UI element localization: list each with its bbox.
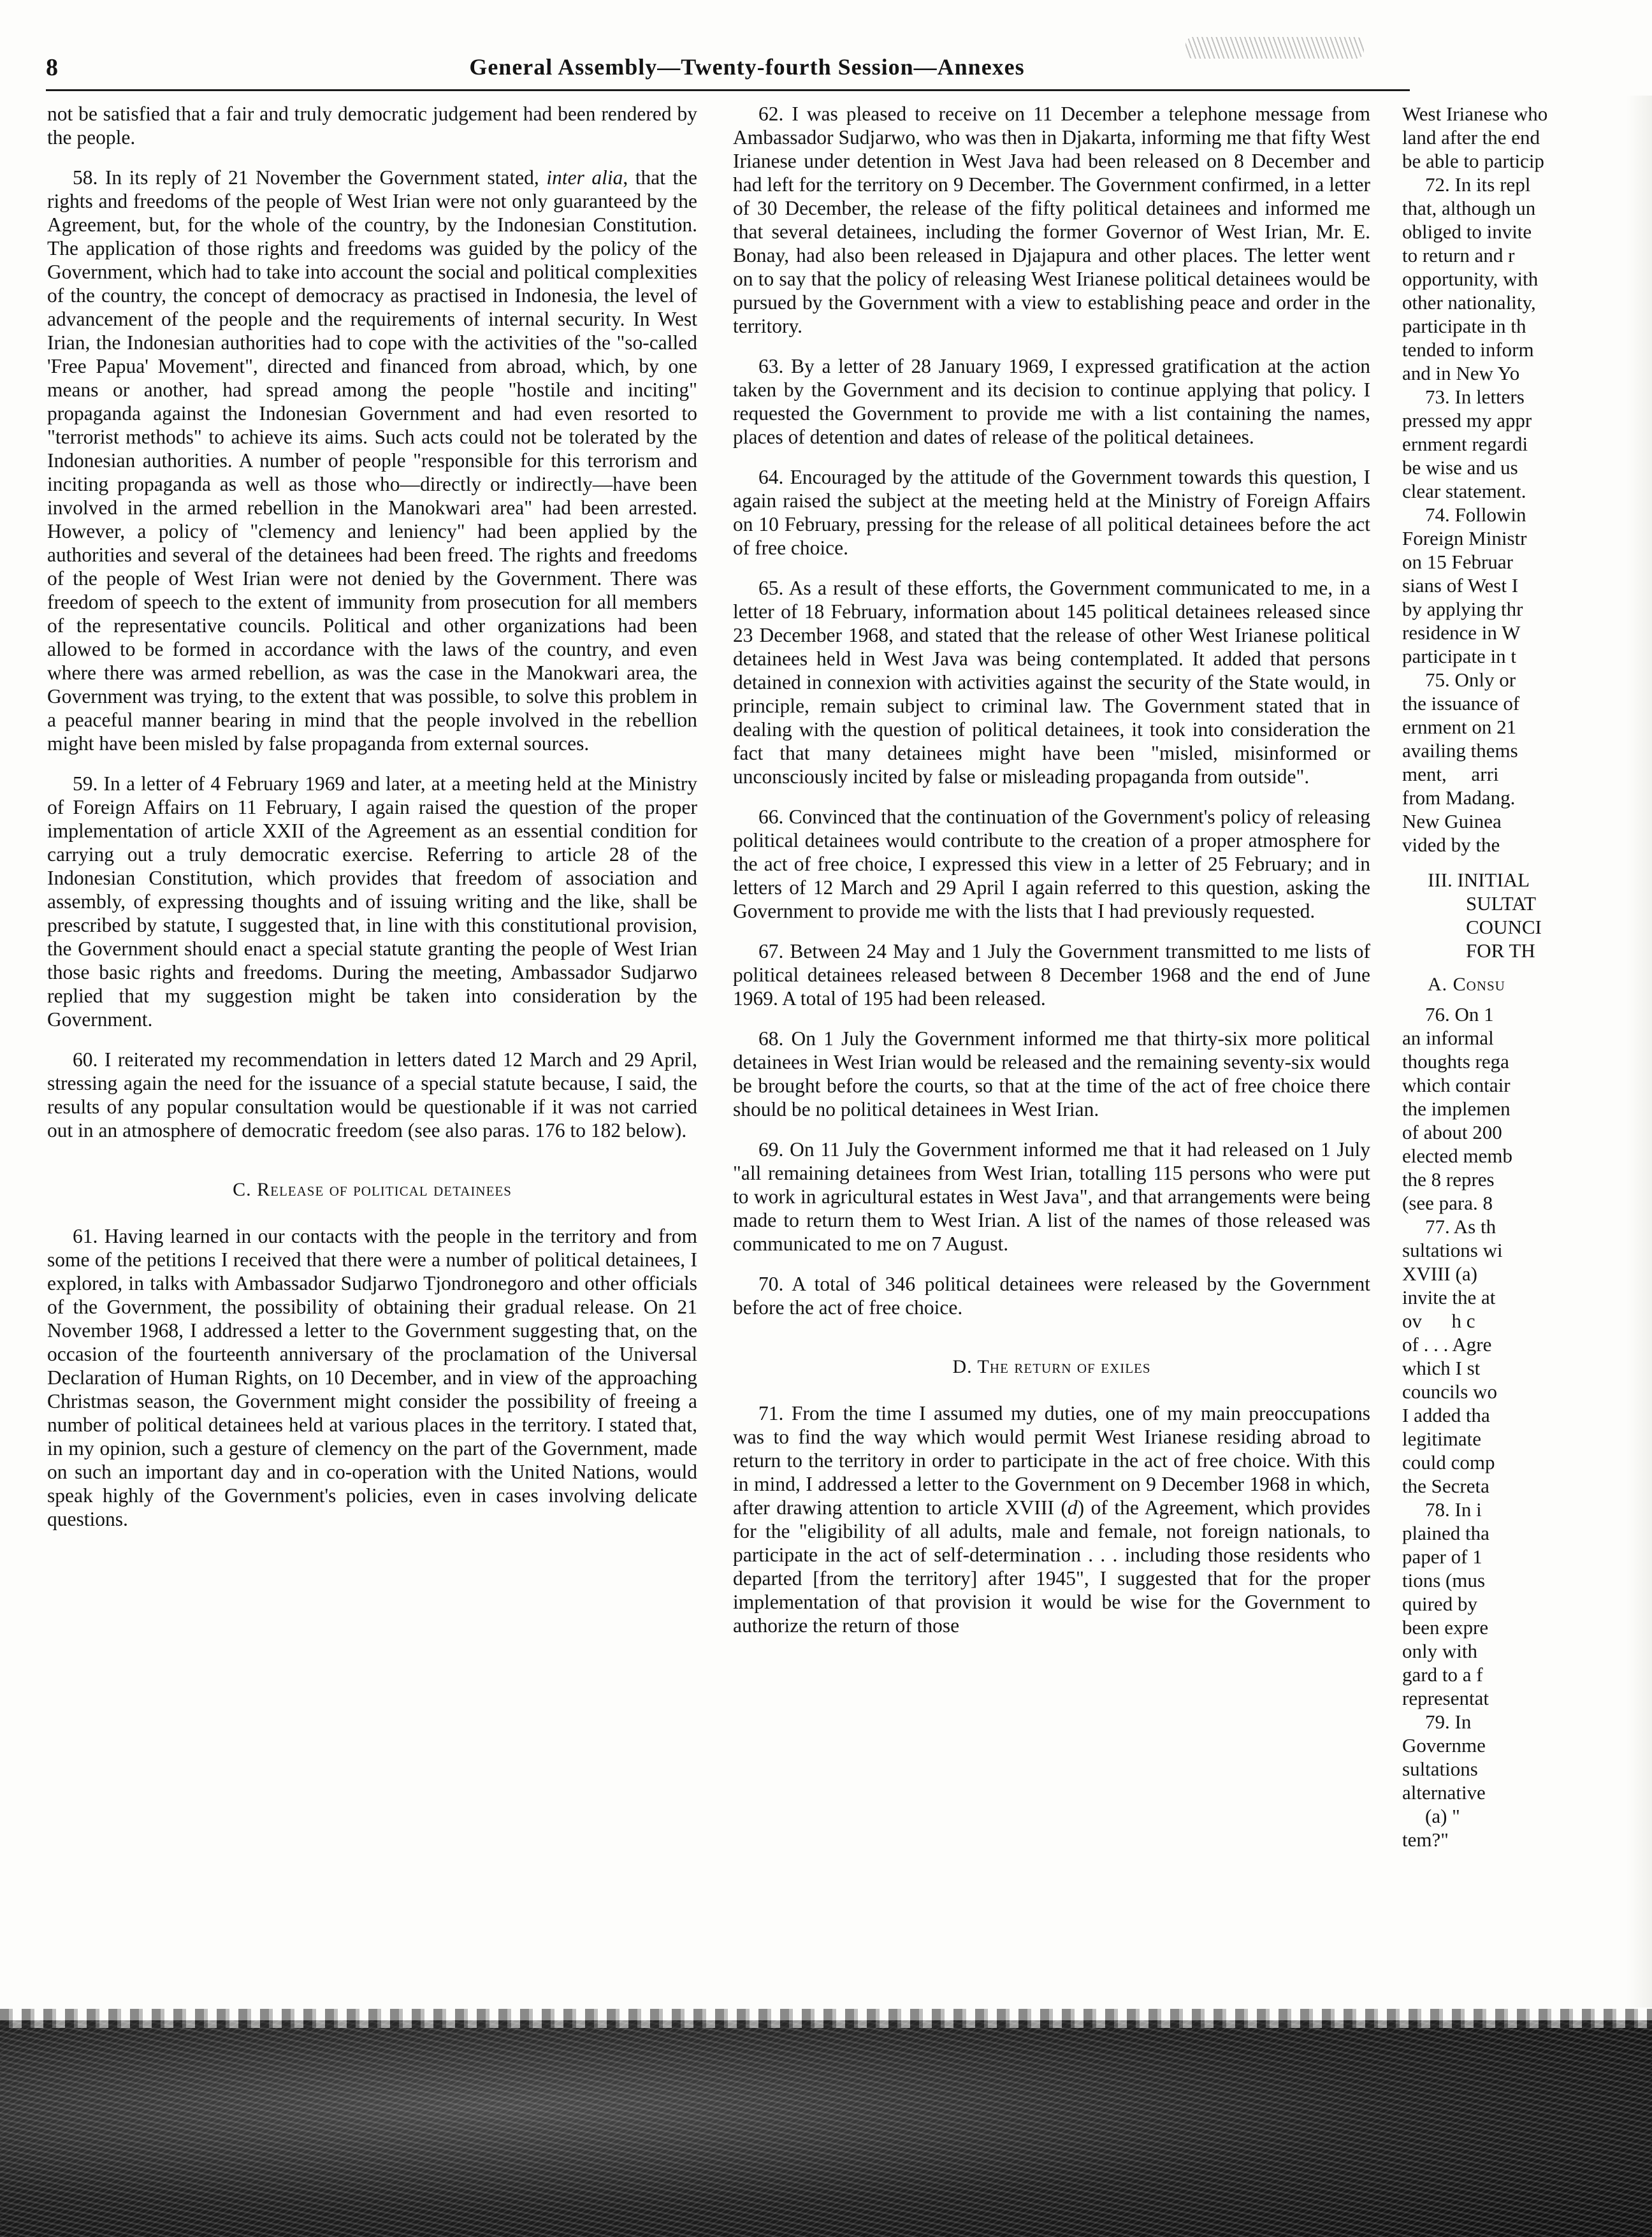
right-line: 73. In letters bbox=[1425, 386, 1525, 408]
right-line: tended to inform bbox=[1402, 338, 1534, 361]
right-line: 79. In bbox=[1425, 1711, 1472, 1733]
right-line: 77. As th bbox=[1425, 1215, 1496, 1238]
running-title: General Assembly—Twenty-fourth Session—Annexes bbox=[469, 54, 1025, 80]
right-line: sultations bbox=[1402, 1758, 1478, 1780]
right-line: 76. On 1 bbox=[1425, 1003, 1494, 1025]
paragraph-71-rest: ) of the Agreement, which provides for the "eligibility of all adults, male and female, not foreign nationals, to participate in the act of self-determination . . . including those residents who departed [from the territory] after 1945", I suggested that for the proper implementation of that provision it would be wise for the Government to authorize the return of those bbox=[733, 1496, 1370, 1637]
right-line: the issuance of bbox=[1402, 692, 1520, 714]
right-line: representat bbox=[1402, 1687, 1489, 1709]
heading-line: SULTAT bbox=[1466, 892, 1537, 915]
right-line: be able to particip bbox=[1402, 150, 1544, 172]
right-line: 75. Only or bbox=[1425, 669, 1516, 691]
paragraph-71-italic: d bbox=[1067, 1496, 1078, 1519]
right-line: thoughts rega bbox=[1402, 1050, 1509, 1073]
right-line: tem?" bbox=[1402, 1828, 1449, 1851]
heading-line: FOR TH bbox=[1466, 939, 1535, 962]
right-line: quired by bbox=[1402, 1593, 1477, 1615]
right-line: pressed my appr bbox=[1402, 409, 1532, 431]
right-line: paper of 1 bbox=[1402, 1546, 1482, 1568]
paragraph-63: 63. By a letter of 28 January 1969, I expressed gratification at the action taken by the Government and its decision to continue applying that policy. I requested the Government to provide me with a list containing the names, places of detention and dates of release of the political detainees. bbox=[733, 355, 1370, 448]
right-line: which contair bbox=[1402, 1074, 1511, 1096]
paragraph-64: 64. Encouraged by the attitude of the Government towards this question, I again raised the subject at the meeting held at the Ministry of Foreign Affairs on 10 February, pressing for the release of all political detainees before the act of free choice. bbox=[733, 466, 1370, 559]
right-line: (see para. 8 bbox=[1402, 1192, 1493, 1214]
right-line: Governme bbox=[1402, 1734, 1486, 1756]
right-line: plained tha bbox=[1402, 1522, 1489, 1544]
page-header bbox=[46, 40, 1614, 85]
right-column-cut-off bbox=[1402, 102, 1612, 1874]
right-line: sultations wi bbox=[1402, 1239, 1503, 1261]
right-line: tions (mus bbox=[1402, 1569, 1486, 1591]
paragraph-69: 69. On 11 July the Government informed me that it had released on 1 July "all remaining detainees from West Irian, totalling 115 persons who were put to work in agricultural estates in West Java", and that arrangements were being made to return them to West Irian. A list of the names of those released was communicated to me on 7 August. bbox=[733, 1138, 1370, 1255]
paragraph-67: 67. Between 24 May and 1 July the Government transmitted to me lists of political detainees released between 8 December 1968 and the end of June 1969. A total of 195 had been released. bbox=[733, 940, 1370, 1010]
right-line: clear statement. bbox=[1402, 480, 1526, 502]
paragraph-65: 65. As a result of these efforts, the Government communicated to me, in a letter of 18 February, information about 145 political detainees released since 23 December 1968, and stated that the release of other West Irianese political detainees held in West Java was being contemplated. It added that persons detained in connexion with activities against the security of the State would, in principle, remain subject to criminal law. The Government stated that in dealing with the question of political detainees, it took into consideration the fact that many detainees might have been "misled, misinformed or unconsciously incited by false or misleading propaganda from outside". bbox=[733, 577, 1370, 788]
right-line: alternative bbox=[1402, 1781, 1486, 1804]
section-heading-d: D. The return of exiles bbox=[952, 1356, 1151, 1377]
paragraph-62: 62. I was pleased to receive on 11 December a telephone message from Ambassador Sudjarwo, who was then in Djakarta, informing me that fifty West Irianese under detention in West Java had been released on 8 December and had left for the territory on 9 December. The Government confirmed, in a letter of 30 December, the release of the fifty political detainees and informed me that several detainees, including the former Governor of West Irian, Mr. E. Bonay, had also been released in Djajapura and other places. The letter went on to say that the policy of releasing West Irianese political detainees would be pursued by the Government with a view to establishing peace and order in the territory. bbox=[733, 103, 1370, 337]
paragraph-71 bbox=[733, 1401, 1370, 1637]
right-line: availing thems bbox=[1402, 739, 1518, 762]
right-line: the 8 repres bbox=[1402, 1168, 1495, 1191]
right-line: on 15 Februar bbox=[1402, 551, 1513, 573]
paragraph-58-start: 58. In its reply of 21 November the Government stated, bbox=[73, 166, 547, 189]
right-line: ernment on 21 bbox=[1402, 716, 1517, 738]
right-line: 72. In its repl bbox=[1425, 173, 1531, 196]
page-edge-shadow bbox=[1627, 96, 1652, 2008]
right-lines-a bbox=[1402, 102, 1612, 857]
heading-line: COUNCI bbox=[1466, 916, 1542, 938]
right-line: land after the end bbox=[1402, 126, 1540, 148]
right-line: other nationality, bbox=[1402, 291, 1536, 314]
right-line: elected memb bbox=[1402, 1145, 1512, 1167]
paragraph-71-start: 71. From the time I assumed my duties, one of my main preoccupations was to find the way which would permit West Irianese residing abroad to return to the territory in order to participate in the act of free choice. With this in mind, I addressed a letter to the Government on 9 December 1968 in which, after drawing attention to article XVIII ( bbox=[733, 1402, 1370, 1519]
right-line: (a) " bbox=[1425, 1805, 1460, 1827]
right-line: of about 200 bbox=[1402, 1121, 1502, 1143]
paragraph-66: 66. Convinced that the continuation of the Government's policy of releasing political detainees would contribute to the creation of a proper atmosphere for the act of free choice, I expressed this view in a letter of 25 February; and in letters of 12 March and 29 April I again referred to this question, asking the Government to provide me with the lists that I had previously requested. bbox=[733, 806, 1370, 922]
right-line: sians of West I bbox=[1402, 574, 1519, 597]
paragraph-58-rest: , that the rights and freedoms of the people of West Irian were not only guaranteed by the Agreement, but, for the whole of the country, by the Indonesian Constitution. The application of those rights and freedoms was guided by the policy of the Government, which had to take into account the social and political complexities of the country, the concept of democracy as practised in Indonesia, the level of advancement of the people and the requirements of internal security. In West Irian, the Indonesian authorities had to cope with the activities of the "so-called 'Free Papua' Movement", directed and financed from abroad, which, by one means or another, had spread among the people "hostile and inciting" propaganda against the Indonesian Government and had even resorted to "terrorist methods" to achieve its aims. Such acts could not be tolerated by the Indonesian authorities. A number of people "responsible for this terrorism and inciting propaganda as well as those who—directly or indirectly—have been involved in the armed rebellion in the Manokwari area" had been arrested. However, a policy of "clemency and leniency" had been applied by the authorities and several of the detainees had been freed. The rights and freedoms of the people of West Irian were not denied by the Government. There was freedom of speech to the extent of immunity from prosecution for all members of the representative councils. Political and other organizations had been allowed to be formed in accordance with the laws of the country, and even where there was armed rebellion, as was the case in the Manokwari area, the Government was trying, to the extent that was possible, to solve this problem in a peaceful manner bearing in mind that the people involved in the rebellion might have been misled by false propaganda from external sources. bbox=[47, 166, 697, 755]
right-line: from Madang. bbox=[1402, 786, 1516, 809]
right-lines-b bbox=[1402, 1003, 1612, 1851]
right-line: XVIII (a) bbox=[1402, 1263, 1477, 1285]
right-line: opportunity, with bbox=[1402, 268, 1539, 290]
right-line: ov h c bbox=[1402, 1310, 1475, 1332]
right-line: that, although un bbox=[1402, 197, 1536, 219]
heading-line: III. INITIAL bbox=[1428, 869, 1530, 891]
right-line: to return and r bbox=[1402, 244, 1515, 266]
right-line: the implemen bbox=[1402, 1097, 1511, 1120]
right-line: 78. In i bbox=[1425, 1498, 1482, 1521]
right-line: invite the at bbox=[1402, 1286, 1496, 1308]
paragraph-60: 60. I reiterated my recommendation in letters dated 12 March and 29 April, stressing again the need for the issuance of a special statute because, I said, the results of any popular consultation would be questionable if it was not carried out in an atmosphere of democratic freedom (see also paras. 176 to 182 below). bbox=[47, 1048, 697, 1141]
paragraph-58 bbox=[47, 166, 697, 755]
left-column bbox=[47, 102, 697, 2001]
paragraph-59: 59. In a letter of 4 February 1969 and later, at a meeting held at the Ministry of Foreign Affairs on 11 February, I again raised the question of the proper implementation of article XXII of the Agreement as an essential condition for carrying out a truly democratic exercise. Referring to article 28 of the Indonesian Constitution, which provides that freedom of association and assembly, of expressing thoughts and of issuing writing and the like, shall be prescribed by statute, I suggested that, in line with this constitutional provision, the Government should enact a special statute granting the people of West Irian those basic rights and freedoms. During the meeting, Ambassador Sudjarwo replied that my suggestion might be taken into consideration by the Government. bbox=[47, 772, 697, 1031]
right-line: the Secreta bbox=[1402, 1475, 1489, 1497]
right-line: only with bbox=[1402, 1640, 1477, 1662]
right-line: participate in t bbox=[1402, 645, 1517, 667]
right-line: West Irianese who bbox=[1402, 103, 1548, 125]
right-line: participate in th bbox=[1402, 315, 1526, 337]
right-line: and in New Yo bbox=[1402, 362, 1520, 384]
paragraph-68: 68. On 1 July the Government informed me that thirty-six more political detainees in West Irian would be released and the remaining seventy-six would be brought before the courts, so that at the time of the act of free choice there should be no political detainees in West Irian. bbox=[733, 1027, 1370, 1120]
subheading-a: A. Consu bbox=[1428, 974, 1505, 995]
paragraph-58-italic: inter alia bbox=[546, 166, 623, 189]
paragraph-61: 61. Having learned in our contacts with the people in the territory and from some of the petitions I received that there were a number of political detainees, I explored, in talks with Ambassador Sudjarwo Tjondronegoro and other officials of the Government, the possibility of obtaining their gradual release. On 21 November 1968, I addressed a letter to the Government suggesting that, on the occasion of the fourteenth anniversary of the proclamation of the Universal Declaration of Human Rights, on 10 December, and in view of the approaching Christmas season, the Government might consider the possibility of freeing a number of political detainees held at various places in the territory. I stated that, in my opinion, such a gesture of clemency on the part of the Government, made on such an important day and in co-operation with the United Nations, would speak highly of the Government's policies, even in cases involving delicate questions. bbox=[47, 1225, 697, 1530]
right-line: could comp bbox=[1402, 1451, 1495, 1473]
section-heading-c: C. Release of political detainees bbox=[233, 1179, 512, 1200]
middle-column bbox=[733, 102, 1370, 2001]
right-line: vided by the bbox=[1402, 834, 1500, 856]
header-rule bbox=[46, 89, 1410, 91]
right-line: obliged to invite bbox=[1402, 221, 1532, 243]
right-line: an informal bbox=[1402, 1027, 1494, 1049]
right-line: Foreign Ministr bbox=[1402, 527, 1527, 549]
right-line: by applying thr bbox=[1402, 598, 1523, 620]
right-line: legitimate bbox=[1402, 1428, 1481, 1450]
right-line: ernment regardi bbox=[1402, 433, 1528, 455]
right-line: I added tha bbox=[1402, 1404, 1490, 1426]
right-line: New Guinea bbox=[1402, 810, 1502, 832]
right-line: gard to a f bbox=[1402, 1663, 1483, 1686]
right-line: which I st bbox=[1402, 1357, 1481, 1379]
paragraph-70: 70. A total of 346 political detainees were released by the Government before the act of free choice. bbox=[733, 1273, 1370, 1319]
right-line: ment, arri bbox=[1402, 763, 1499, 785]
section-heading-iii bbox=[1428, 868, 1612, 962]
right-line: 74. Followin bbox=[1425, 503, 1526, 526]
right-line: been expre bbox=[1402, 1616, 1489, 1639]
paragraph-carryover: not be satisfied that a fair and truly democratic judgement had been rendered by the people. bbox=[47, 103, 697, 148]
right-line: be wise and us bbox=[1402, 456, 1518, 479]
right-line: councils wo bbox=[1402, 1380, 1497, 1403]
right-line: residence in W bbox=[1402, 621, 1521, 644]
scan-dark-border bbox=[0, 2020, 1652, 2237]
page-number: 8 bbox=[46, 54, 58, 81]
right-line: of . . . Agre bbox=[1402, 1333, 1492, 1356]
